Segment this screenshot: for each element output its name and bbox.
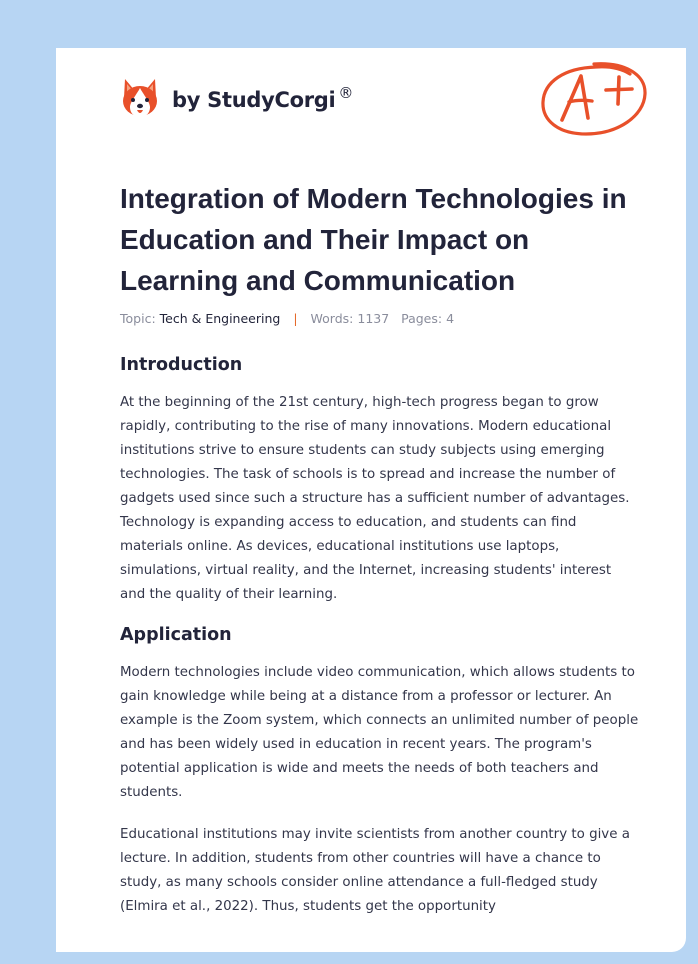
- document-page: [56, 48, 686, 952]
- application-paragraph-1: Modern technologies include video communication, which allows students to gain knowledge while being at a distance from a professor or lecturer. An example is the Zoom system, which connects an unlimited number of people and has been widely used in education in recent years. The program's potential application is wide and meets the needs of both teachers and students.: [120, 665, 639, 800]
- pages-label: Pages:: [401, 311, 443, 326]
- brand-name-text: by StudyCorgi: [172, 88, 336, 112]
- corgi-logo-icon: [120, 76, 160, 120]
- document-title: Integration of Modern Technologies in Education and Their Impact on Learning and Communication: [120, 183, 627, 296]
- application-paragraph-2: Educational institutions may invite scientists from another country to give a lecture. In addition, students from other countries will have a chance to study, as many schools consider online attendance a full-fledged study (Elmira et al., 2022). Thus, students get the opportunity: [120, 827, 630, 914]
- brand-name: [172, 84, 353, 112]
- grade-a-plus-badge: [536, 58, 652, 140]
- introduction-paragraph: At the beginning of the 21st century, high-tech progress began to grow rapidly, contributing to the rise of many innovations. Modern educational institutions strive to ensure students can study subjects using emerging technologies. The task of schools is to spread and increase the number of gadgets used since such a structure has a sufficient number of advantages. Technology is expanding access to education, and students can find materials online. As devices, educational institutions use laptops, simulations, virtual reality, and the Internet, increasing students' interest and the quality of their learning.: [120, 395, 630, 602]
- registered-mark: ®: [338, 84, 354, 102]
- section-heading-application: Application: [120, 625, 232, 645]
- document-meta: [120, 311, 454, 326]
- brand-header[interactable]: [120, 76, 353, 120]
- meta-separator: |: [293, 311, 298, 326]
- words-count: 1137: [357, 311, 390, 326]
- topic-link[interactable]: Tech & Engineering: [159, 311, 281, 326]
- topic-label: Topic:: [120, 311, 156, 326]
- pages-count: 4: [446, 311, 455, 326]
- words-label: Words:: [310, 311, 354, 326]
- section-heading-introduction: Introduction: [120, 355, 243, 375]
